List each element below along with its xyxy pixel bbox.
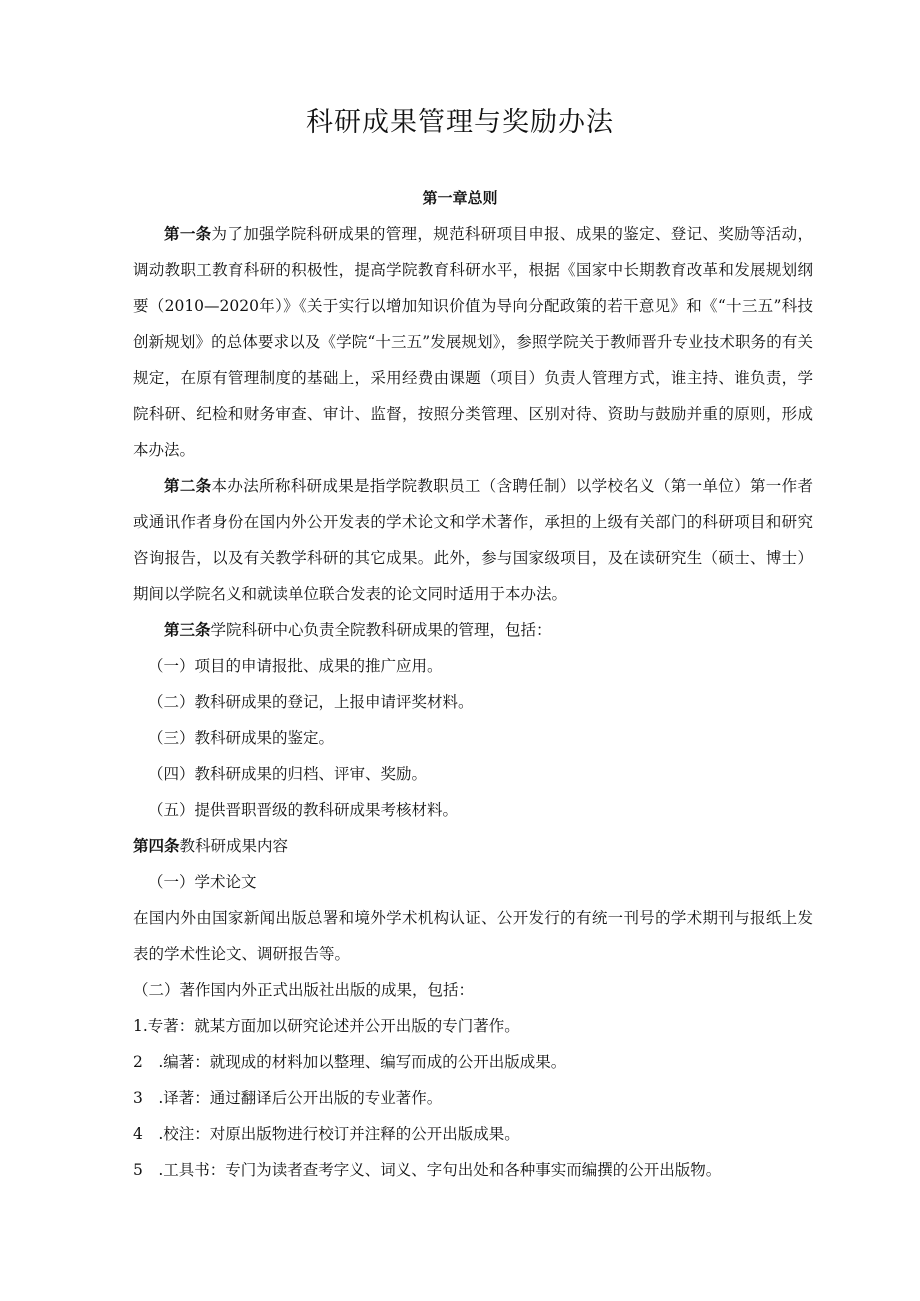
article-3-item: （一）项目的申请报批、成果的推广应用。 [148,657,443,675]
article-4-list-item: 2 .编著：就现成的材料加以整理、编写而成的公开出版成果。 [133,1053,567,1071]
chapter-heading: 第一章总则 [422,189,498,207]
article-3-item: （五）提供晋职晋级的教科研成果考核材料。 [148,801,459,819]
document-title: 科研成果管理与奖励办法 [306,107,614,138]
article-2-text: 本办法所称科研成果是指学院教职员工（含聘任制）以学校名义（第一单位）第一作者或通讯作者身份在国内外公开发表的学术论文和学术著作，承担的上级有关部门的科研项目和研究咨询报告，以及有关教学科研的其它成果。此外，参与国家级项目，及在读研究生（硕士、博士）期间以学院名义和就读单位联合发表的论文同时适用于本办法。 [133,477,813,603]
article-3-text: 学院科研中心负责全院教科研成果的管理，包括： [210,621,552,639]
article-4-list-item: 3 .译著：通过翻译后公开出版的专业著作。 [133,1089,443,1107]
article-4-text: 教科研成果内容 [179,837,289,855]
article-3 [133,612,813,648]
article-2-label: 第二条 [164,476,212,495]
article-4-subheading: （一）学术论文 [148,873,257,891]
article-4-list-item: 5 .工具书：专门为读者查考字义、词义、字句出处和各种事实而编撰的公开出版物。 [133,1161,722,1179]
article-3-item: （四）教科研成果的归档、评审、奖励。 [148,765,428,783]
article-3-item: （二）教科研成果的登记，上报申请评奖材料。 [148,693,474,711]
article-4-list-item: 1.专著：就某方面加以研究论述并公开出版的专门著作。 [133,1017,520,1035]
article-2 [133,468,813,612]
article-4 [133,828,288,864]
article-4-paragraph [133,900,813,972]
article-3-item: （三）教科研成果的鉴定。 [148,729,335,747]
article-4-subheading: （二）著作国内外正式出版社出版的成果，包括： [133,981,475,999]
article-1 [133,216,813,468]
article-4-sub1-desc: 在国内外由国家新闻出版总署和境外学术机构认证、公开发行的有统一刊号的学术期刊与报纸上发表的学术性论文、调研报告等。 [133,909,813,963]
article-1-text: 为了加强学院科研成果的管理，规范科研项目申报、成果的鉴定、登记、奖励等活动，调动教职工教育科研的积极性，提高学院教育科研水平，根据《国家中长期教育改革和发展规划纲要（2010—2020年）》《关于实行以增加知识价值为导向分配政策的若干意见》和《“十三五”科技创新规划》的总体要求以及《学院“十三五”发展规划》，参照学院关于教师晋升专业技术职务的有关规定，在原有管理制度的基础上，采用经费由课题（项目）负责人管理方式，谁主持、谁负责，学院科研、纪检和财务审查、审计、监督，按照分类管理、区别对待、资助与鼓励并重的原则，形成本办法。 [133,225,813,459]
article-3-label: 第三条 [164,620,211,639]
article-1-label: 第一条 [164,224,212,243]
article-4-label: 第四条 [133,836,180,855]
article-4-list-item: 4 .校注：对原出版物进行校订并注释的公开出版成果。 [133,1125,520,1143]
